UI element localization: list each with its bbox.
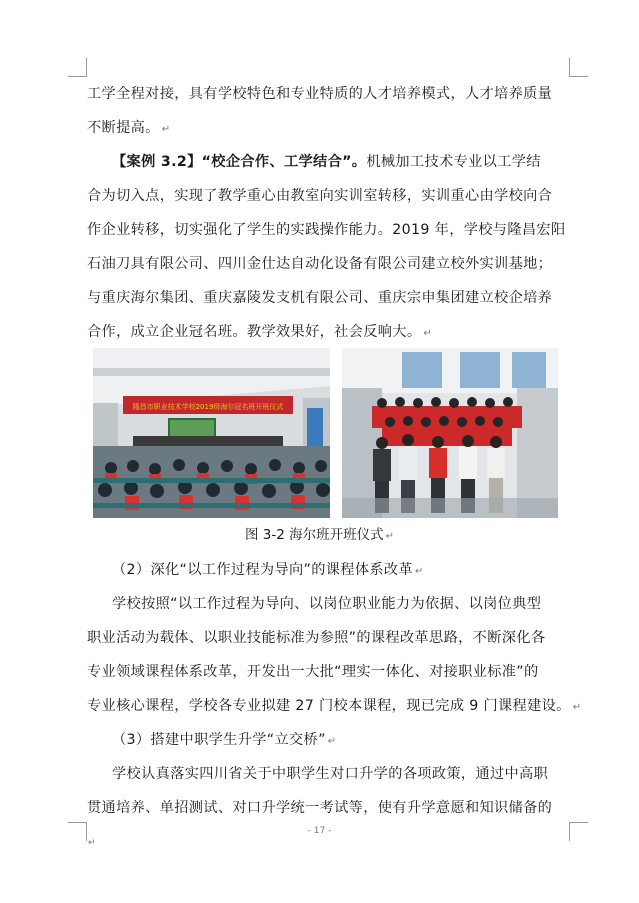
page-number: - 17 -	[307, 826, 332, 836]
text-line: 与重庆海尔集团、重庆嘉陵发支机有限公司、重庆宗申集团建立校企培养	[87, 290, 553, 306]
text-line: 作企业转移，切实强化了学生的实践操作能力。2019 年，学校与隆昌宏阳	[87, 222, 566, 238]
figure-caption: 图 3-2 海尔班开班仪式 ↵	[244, 527, 395, 543]
text-line: 学校按照“以工作过程为导向、以岗位职业能力为依据、以岗位典型	[112, 596, 542, 612]
text-line: 学校认真落实四川省关于中职学生对口升学的各项政策，通过中高职	[112, 766, 549, 782]
case-title: 【案例 3.2】“校企合作、工学结合”。	[112, 154, 367, 170]
ceremony-photo-left	[93, 348, 330, 518]
section-heading: （2）深化“以工作过程为导向”的课程体系改革 ↵	[112, 562, 424, 578]
text-line: 贯通培养、单招测试、对口升学统一考试等，使有升学意愿和知识储备的	[87, 800, 553, 816]
end-paragraph-mark: ↵	[88, 838, 96, 848]
section-heading: （3）搭建中职学生升学“立交桥” ↵	[112, 732, 337, 748]
case-heading-line: 【案例 3.2】“校企合作、工学结合”。机械加工技术专业以工学结	[112, 154, 541, 170]
text-line: 职业活动为载体、以职业技能标准为参照”的课程改革思路，不断深化各	[87, 630, 546, 646]
text-line: 合为切入点，实现了教学重心由教室向实训室转移，实训重心由学校向合	[87, 188, 553, 204]
ceremony-photo-right	[342, 348, 558, 518]
crop-mark-top-right	[569, 58, 588, 77]
text-line: 专业领域课程体系改革，开发出一大批“理实一体化、对接职业标准”的	[87, 664, 539, 680]
banner-text: 隆昌市职业技术学校2019级海尔冠名班开班仪式	[132, 403, 284, 411]
text-line: 不断提高。 ↵	[87, 120, 171, 136]
text-line: 合作，成立企业冠名班。教学效果好，社会反响大。 ↵	[87, 324, 433, 340]
text-line: 工学全程对接，具有学校特色和专业特质的人才培养模式，人才培养质量	[87, 86, 553, 102]
text-line: 专业核心课程，学校各专业拟建 27 门校本课程，现已完成 9 门课程建设。 ↵	[87, 698, 582, 714]
text-line: 石油刀具有限公司、四川金仕达自动化设备有限公司建立校外实训基地；	[87, 256, 553, 272]
crop-mark-top-left	[68, 58, 87, 77]
